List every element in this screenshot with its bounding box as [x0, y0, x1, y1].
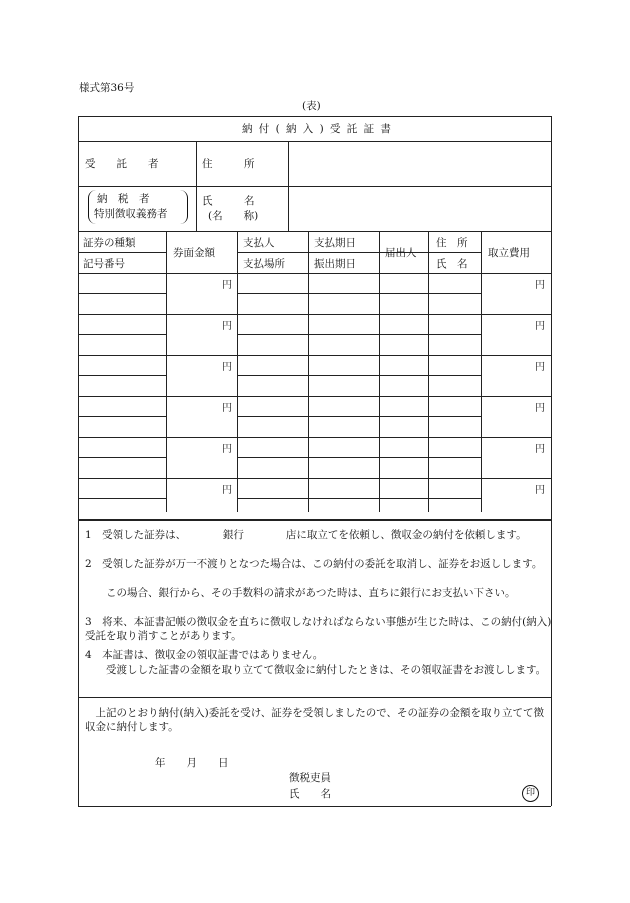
- official-label: 徴税吏員: [289, 772, 331, 784]
- trustee-label: 受 託 者: [85, 158, 159, 170]
- note-2b: この場合、銀行から、その手数料の請求があつた時は、直ちに銀行にお支払い下さい。: [85, 587, 516, 599]
- col-collection-fee: 取立費用: [488, 247, 530, 259]
- taxpayer-label: 納 税 者: [97, 193, 150, 205]
- yen-mark: 円: [535, 280, 545, 291]
- yen-mark: 円: [535, 444, 545, 455]
- col-face-amount: 券面金額: [173, 247, 215, 259]
- date-label: 年 月 日: [155, 757, 229, 769]
- note-1: 1 受領した証券は、 銀行 店に取立てを依頼し、徴収金の納付を依頼します。: [85, 529, 527, 541]
- form-title: 納付(納入)受託証書: [242, 123, 398, 135]
- yen-mark: 円: [222, 280, 232, 291]
- form-number: 様式第36号: [79, 82, 135, 94]
- col-issue-date: 振出期日: [314, 258, 356, 270]
- note-4b: 受渡しした証書の金額を取り立てて徴収金に納付したときは、その領収証書をお渡しします。: [85, 664, 547, 676]
- yen-mark: 円: [222, 485, 232, 496]
- yen-mark: 円: [222, 444, 232, 455]
- col-symbol-number: 記号番号: [83, 258, 125, 270]
- col-submitter: 届出人: [385, 247, 417, 259]
- note-2: 2 受領した証券が万一不渡りとなつた場合は、この納付の委託を取消し、証券をお返しします。: [85, 558, 543, 570]
- seal-mark: 印: [522, 785, 539, 802]
- yen-mark: 円: [535, 321, 545, 332]
- col-name: 氏 名: [436, 258, 468, 270]
- col-pay-due: 支払期日: [314, 237, 356, 249]
- note-4: 4 本証書は、徴収金の領収証書ではありません。: [85, 649, 324, 661]
- special-collector-label: 特別徴収義務者: [94, 208, 168, 220]
- name-sub-label: (名 称): [208, 210, 259, 222]
- yen-mark: 円: [535, 485, 545, 496]
- official-name-label: 氏 名: [289, 788, 331, 800]
- col-address: 住 所: [436, 237, 468, 249]
- yen-mark: 円: [222, 362, 232, 373]
- statement: 上記のとおり納付(納入)委託を受け、証券を受領しましたので、その証券の金額を取り立てて徴収金に納付します。: [85, 707, 545, 733]
- note-3: 3 将来、本証書記帳の徴収金を直ちに徴収しなければならない事態が生じた時は、この納付(納入)受託を取り消すことがあります。: [85, 616, 552, 642]
- col-pay-place: 支払場所: [243, 258, 285, 270]
- yen-mark: 円: [222, 321, 232, 332]
- col-payer: 支払人: [243, 237, 275, 249]
- address-label: 住 所: [202, 158, 255, 170]
- name-label: 氏 名: [202, 195, 255, 207]
- yen-mark: 円: [535, 403, 545, 414]
- yen-mark: 円: [535, 362, 545, 373]
- side-label: (表): [302, 100, 321, 112]
- col-security-type: 証券の種類: [83, 237, 136, 249]
- yen-mark: 円: [222, 403, 232, 414]
